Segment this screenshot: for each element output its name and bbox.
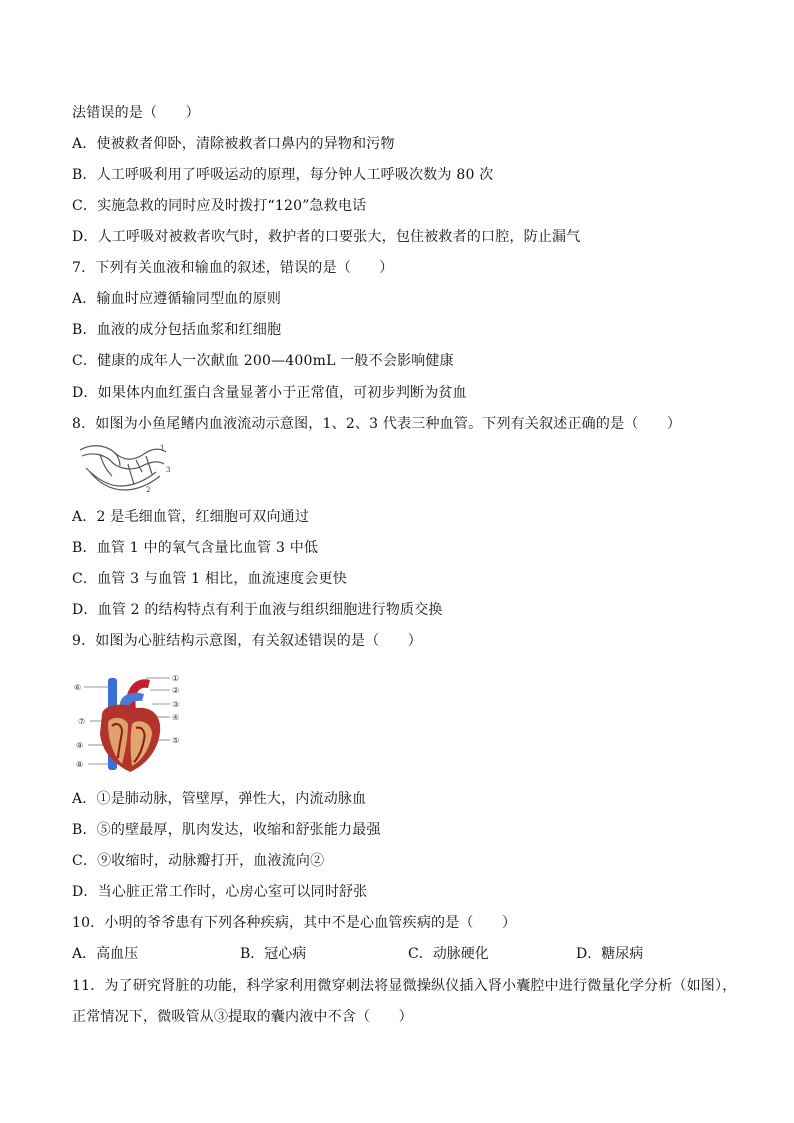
q10-option-b: B．冠心病 — [240, 946, 307, 962]
q7-option-d: D．如果体内血红蛋白含量显著小于正常值，可初步判断为贫血 — [72, 385, 467, 401]
q7-option-c: C．健康的成年人一次献血 200—400mL 一般不会影响健康 — [72, 353, 454, 369]
q8-option-a: A．2 是毛细血管，红细胞可双向通过 — [72, 509, 310, 525]
q8-option-d: D．血管 2 的结构特点有利于血液与组织细胞进行物质交换 — [72, 602, 443, 618]
fig9-label-4: ④ — [172, 713, 180, 722]
q10-option-c: C．动脉硬化 — [408, 946, 489, 962]
q6-stem-tail: 法错误的是（ ） — [72, 105, 200, 121]
fig9-label-3: ③ — [172, 700, 180, 709]
fig8-label-3: 3 — [166, 466, 171, 474]
q9-option-c: C．⑨收缩时，动脉瓣打开，血液流向② — [72, 853, 325, 869]
heart-structure-figure — [74, 670, 190, 778]
q8-stem: 8．如图为小鱼尾鳍内血液流动示意图，1、2、3 代表三种血管。下列有关叙述正确的是（ ） — [72, 416, 682, 432]
q10-option-d: D．糖尿病 — [576, 946, 644, 962]
q8-option-b: B．血管 1 中的氧气含量比血管 3 中低 — [72, 540, 319, 556]
q9-stem: 9．如图为心脏结构示意图，有关叙述错误的是（ ） — [72, 633, 422, 649]
fig8-label-2: 2 — [146, 486, 151, 494]
q10-stem: 10．小明的爷爷患有下列各种疾病，其中不是心血管疾病的是（ ） — [72, 915, 517, 931]
q6-option-c: C．实施急救的同时应及时拨打“120”急救电话 — [72, 198, 367, 214]
q10-option-a: A．高血压 — [72, 946, 139, 962]
fig9-label-9: ⑨ — [76, 741, 84, 750]
q7-option-b: B．血液的成分包括血浆和红细胞 — [72, 322, 282, 338]
q9-option-d: D．当心脏正常工作时，心房心室可以同时舒张 — [72, 884, 368, 900]
q6-option-d: D．人工呼吸对被救者吹气时，救护者的口要张大，包住被救者的口腔，防止漏气 — [72, 229, 581, 245]
q7-option-a: A．输血时应遵循输同型血的原则 — [72, 291, 282, 307]
fish-tail-blood-flow-figure — [76, 442, 172, 494]
fig9-label-8: ⑧ — [76, 760, 84, 769]
q9-option-b: B．⑤的壁最厚，肌肉发达，收缩和舒张能力最强 — [72, 822, 381, 838]
fig9-label-2: ② — [172, 686, 180, 695]
q11-stem-line1: 11．为了研究肾脏的功能，科学家利用微穿刺法将显微操纵仪插入肾小囊腔中进行微量化学分析（如图）， — [72, 978, 737, 994]
q7-stem: 7．下列有关血液和输血的叙述，错误的是（ ） — [72, 260, 394, 276]
fig9-label-7: ⑦ — [78, 717, 86, 726]
fig9-label-6: ⑥ — [74, 683, 82, 692]
q11-stem-line2: 正常情况下，微吸管从③提取的囊内液中不含（ ） — [72, 1009, 413, 1025]
fig8-label-1: 1 — [160, 444, 165, 452]
fig9-label-5: ⑤ — [172, 736, 180, 745]
fig9-label-1: ① — [172, 674, 180, 683]
q6-option-b: B．人工呼吸利用了呼吸运动的原理，每分钟人工呼吸次数为 80 次 — [72, 167, 494, 183]
q8-option-c: C．血管 3 与血管 1 相比，血流速度会更快 — [72, 571, 347, 587]
q6-option-a: A．使被救者仰卧，清除被救者口鼻内的异物和污物 — [72, 136, 395, 152]
q9-option-a: A．①是肺动脉，管壁厚，弹性大，内流动脉血 — [72, 791, 367, 807]
